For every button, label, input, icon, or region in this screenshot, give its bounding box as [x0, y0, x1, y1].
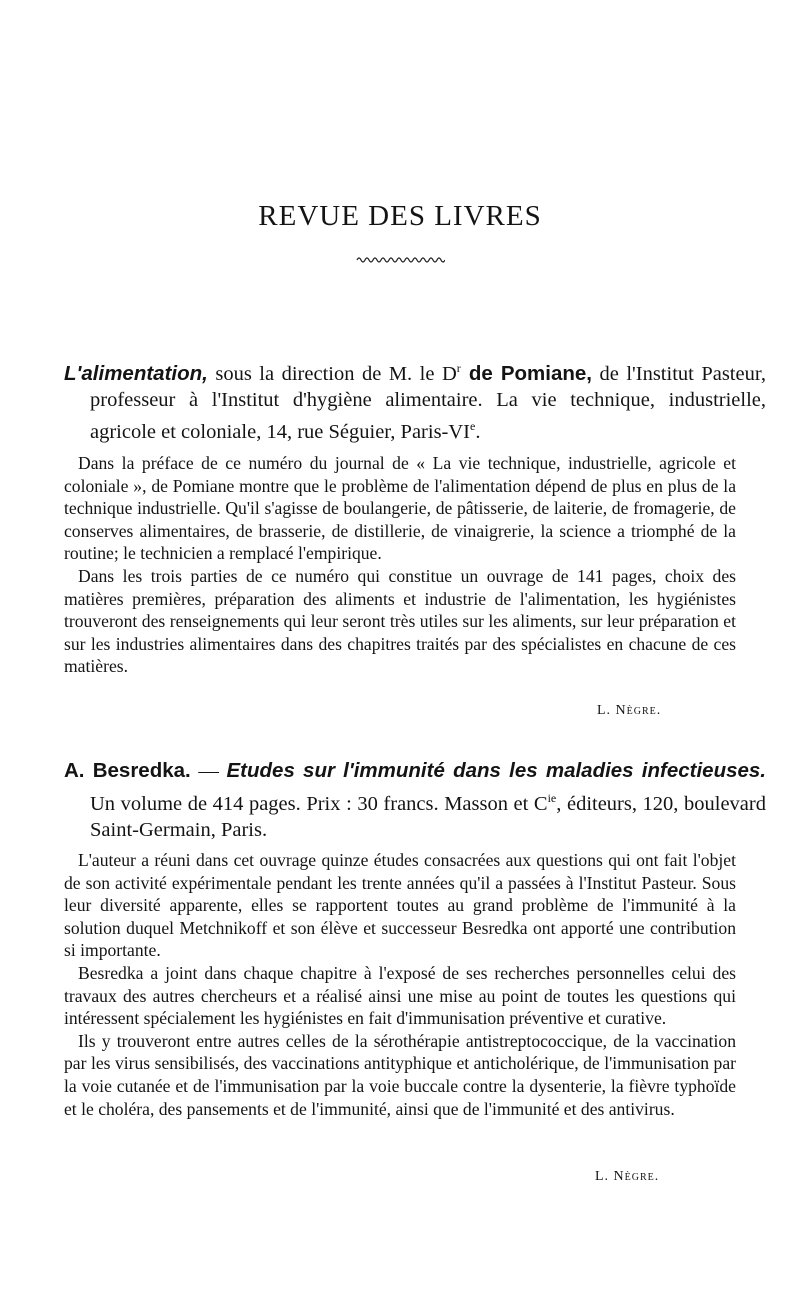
review-paragraph: Besredka a joint dans chaque chapitre à l'exposé de ses recherches personnelles celui des travaux des autres chercheurs et a réalisé ainsi une mise au point de toutes les questions qui intéressent spécialement les hygiénistes en fait d'immunisation préventive et curative.	[64, 962, 736, 1029]
review-heading	[64, 355, 766, 445]
review-body	[64, 452, 736, 678]
heading-superscript: r	[456, 361, 461, 375]
page-title: REVUE DES LIVRES	[258, 200, 542, 232]
heading-superscript: e	[470, 418, 476, 433]
review-signature: L. Nègre.	[595, 1169, 660, 1184]
heading-text: .	[475, 420, 481, 443]
work-title: Etudes sur l'immunité dans les maladies infectieuses.	[226, 759, 766, 782]
review-paragraph: Ils y trouveront entre autres celles de la sérothérapie antistreptococcique, de la vaccination par les virus sensibilisés, des vaccinations antityphique et anticholérique, de l'immunisation par la voie cutanée et de l'immunisation par la voie buccale contre la dysenterie, la fièvre typhoïde et le choléra, des pansements et de l'immunité, ainsi que de l'immunité et des antivirus.	[64, 1030, 736, 1119]
heading-dash: —	[190, 760, 227, 782]
review-paragraph: Dans les trois parties de ce numéro qui constitue un ouvrage de 141 pages, choix des matières premières, préparation des aliments et industrie de l'alimentation, les hygiénistes trouveront des renseignements qui leur seront très utiles sur les aliments, sur leur préparation et sur les industries alimentaires dans des chapitres traités par des spécialistes en chacune de ces matières.	[64, 565, 736, 677]
heading-text: de l'Institut Pasteur, professeur à l'Institut d'hygiène alimentaire. La vie technique, industrielle, agricole et coloniale, 14, rue Séguier, Paris-VI	[90, 362, 766, 443]
review-heading	[64, 758, 766, 843]
author-name: A. Besredka.	[64, 759, 191, 782]
review-paragraph: Dans la préface de ce numéro du journal de « La vie technique, industrielle, agricole et coloniale », de Pomiane montre que le problème de l'alimentation dépend de plus en plus de la technique industrielle. Qu'il s'agisse de boulangerie, de pâtisserie, de laiterie, de fromagerie, de conserves alimentaires, de brasserie, de distillerie, de vinaigrerie, la science a triomphé de la routine; le technicien a remplacé l'empirique.	[64, 453, 736, 564]
review-body	[64, 849, 736, 1120]
work-title: L'alimentation,	[64, 361, 208, 385]
wavy-ornament-divider	[355, 254, 445, 266]
heading-text: Un volume de 414 pages. Prix : 30 francs. Masson et C	[90, 792, 548, 815]
heading-text: sous la direction de M. le D	[207, 362, 457, 385]
heading-text: , éditeurs, 120, boulevard Saint-Germain, Paris.	[90, 792, 766, 841]
editor-name: de Pomiane,	[460, 361, 592, 385]
heading-superscript: ie	[547, 790, 557, 805]
review-signature: L. Nègre.	[597, 703, 662, 718]
review-paragraph: L'auteur a réuni dans cet ouvrage quinze études consacrées aux questions qui ont fait l'objet de son activité expérimentale pendant les trente années qu'il a passées à l'Institut Pasteur. Sous leur diversité apparente, elles se rapportent toutes au grand problème de l'immunité à la solution duquel Metchnikoff et son élève et successeur Besredka ont apporté une contribution si importante.	[64, 850, 736, 961]
